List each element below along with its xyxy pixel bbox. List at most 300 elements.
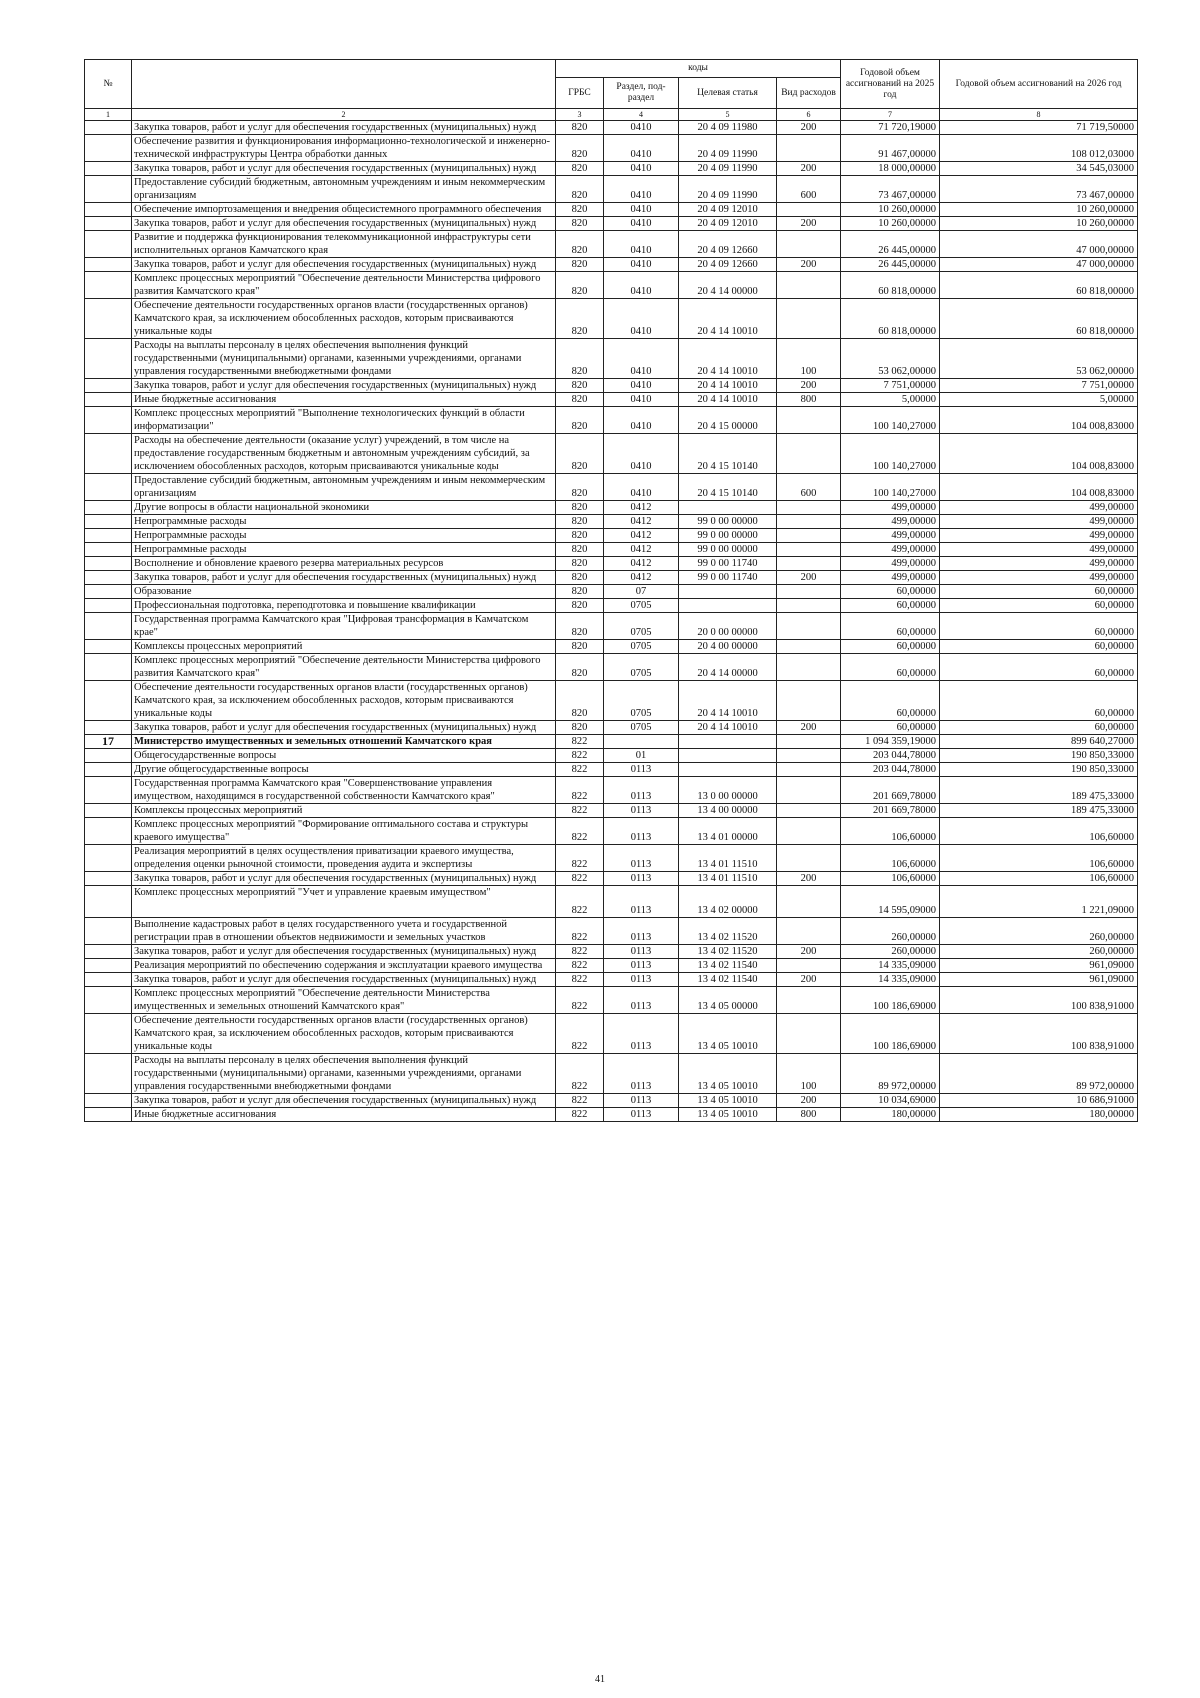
row-amount-2025: 10 034,69000	[841, 1094, 940, 1108]
row-number	[85, 434, 132, 474]
table-row	[85, 379, 1138, 393]
table-row	[85, 217, 1138, 231]
row-section: 0113	[604, 872, 679, 886]
header-amount-2026: Годовой объем ассигнований на 2026 год	[940, 60, 1138, 109]
row-section: 0705	[604, 681, 679, 721]
row-expense-type: 200	[777, 945, 841, 959]
row-expense-type	[777, 987, 841, 1014]
row-name: Предоставление субсидий бюджетным, автономным учреждениям и иным некоммерческим организациям	[132, 474, 556, 501]
row-name: Образование	[132, 585, 556, 599]
row-amount-2026: 106,60000	[940, 845, 1138, 872]
row-section: 0113	[604, 1094, 679, 1108]
row-target: 20 4 09 12660	[679, 231, 777, 258]
row-expense-type	[777, 613, 841, 640]
row-target: 13 4 05 00000	[679, 987, 777, 1014]
row-expense-type: 600	[777, 176, 841, 203]
row-section: 0113	[604, 845, 679, 872]
col-number: 1	[85, 109, 132, 121]
row-expense-type: 200	[777, 1094, 841, 1108]
row-section: 0410	[604, 407, 679, 434]
row-target: 20 4 14 10010	[679, 681, 777, 721]
row-target: 20 4 09 11990	[679, 162, 777, 176]
table-row	[85, 557, 1138, 571]
row-number	[85, 1014, 132, 1054]
row-grbs: 820	[556, 474, 604, 501]
row-amount-2025: 499,00000	[841, 571, 940, 585]
table-row	[85, 613, 1138, 640]
row-name: Реализация мероприятий по обеспечению содержания и эксплуатации краевого имущества	[132, 959, 556, 973]
row-grbs: 822	[556, 804, 604, 818]
row-expense-type	[777, 804, 841, 818]
table-row	[85, 735, 1138, 749]
row-expense-type	[777, 529, 841, 543]
row-expense-type	[777, 557, 841, 571]
table-row	[85, 571, 1138, 585]
row-number	[85, 959, 132, 973]
row-amount-2025: 10 260,00000	[841, 203, 940, 217]
row-amount-2026: 189 475,33000	[940, 804, 1138, 818]
table-row	[85, 515, 1138, 529]
row-target: 13 4 00 00000	[679, 804, 777, 818]
row-expense-type	[777, 1014, 841, 1054]
row-number	[85, 945, 132, 959]
header-grbs: ГРБС	[556, 78, 604, 109]
header-amount-2025: Годовой объем ассигнований на 2025 год	[841, 60, 940, 109]
row-expense-type	[777, 585, 841, 599]
row-expense-type	[777, 777, 841, 804]
table-row	[85, 973, 1138, 987]
row-number	[85, 515, 132, 529]
row-target: 20 4 14 10010	[679, 721, 777, 735]
row-name: Комплекс процессных мероприятий "Обеспечение деятельности Министерства имущественных и земельных отношений Камчатского края"	[132, 987, 556, 1014]
row-name: Закупка товаров, работ и услуг для обеспечения государственных (муниципальных) нужд	[132, 217, 556, 231]
table-row	[85, 1014, 1138, 1054]
row-amount-2025: 100 140,27000	[841, 474, 940, 501]
row-amount-2025: 14 595,09000	[841, 886, 940, 918]
row-grbs: 822	[556, 1054, 604, 1094]
table-row	[85, 640, 1138, 654]
row-expense-type	[777, 231, 841, 258]
row-amount-2026: 60,00000	[940, 721, 1138, 735]
row-expense-type	[777, 735, 841, 749]
table-row	[85, 543, 1138, 557]
row-amount-2026: 899 640,27000	[940, 735, 1138, 749]
row-number	[85, 571, 132, 585]
row-number	[85, 474, 132, 501]
row-section: 0412	[604, 501, 679, 515]
row-grbs: 820	[556, 407, 604, 434]
row-amount-2026: 104 008,83000	[940, 434, 1138, 474]
row-name: Реализация мероприятий в целях осуществления приватизации краевого имущества, определения оценки рыночной стоимости, проведения аудита и экспертизы	[132, 845, 556, 872]
row-amount-2025: 91 467,00000	[841, 135, 940, 162]
row-amount-2026: 499,00000	[940, 543, 1138, 557]
row-grbs: 822	[556, 886, 604, 918]
row-name: Закупка товаров, работ и услуг для обеспечения государственных (муниципальных) нужд	[132, 973, 556, 987]
row-name: Комплекс процессных мероприятий "Формирование оптимального состава и структуры краевого имущества"	[132, 818, 556, 845]
row-amount-2026: 60,00000	[940, 654, 1138, 681]
table-row	[85, 886, 1138, 918]
row-grbs: 820	[556, 339, 604, 379]
table-row	[85, 804, 1138, 818]
row-name: Закупка товаров, работ и услуг для обеспечения государственных (муниципальных) нужд	[132, 379, 556, 393]
row-number	[85, 640, 132, 654]
row-name: Закупка товаров, работ и услуг для обеспечения государственных (муниципальных) нужд	[132, 721, 556, 735]
row-grbs: 820	[556, 121, 604, 135]
row-section: 0410	[604, 258, 679, 272]
row-section: 0113	[604, 918, 679, 945]
row-number	[85, 203, 132, 217]
row-target	[679, 501, 777, 515]
row-expense-type: 200	[777, 379, 841, 393]
row-section: 0113	[604, 804, 679, 818]
row-amount-2025: 60,00000	[841, 613, 940, 640]
row-amount-2025: 5,00000	[841, 393, 940, 407]
row-target: 99 0 00 11740	[679, 557, 777, 571]
row-name: Обеспечение деятельности государственных органов власти (государственных органов) Камчатского края, за исключением обособленных расходов, которым присваиваются уникальные коды	[132, 681, 556, 721]
row-name: Обеспечение развития и функционирования информационно-технологической и инженерно-технической инфраструктуры Центра обработки данных	[132, 135, 556, 162]
table-header	[85, 60, 1138, 121]
row-grbs: 822	[556, 818, 604, 845]
row-number	[85, 162, 132, 176]
row-target: 13 4 01 11510	[679, 872, 777, 886]
table-row	[85, 1108, 1138, 1122]
row-target: 20 4 14 10010	[679, 393, 777, 407]
row-section: 0410	[604, 393, 679, 407]
row-amount-2026: 108 012,03000	[940, 135, 1138, 162]
row-amount-2026: 961,09000	[940, 959, 1138, 973]
row-amount-2025: 60,00000	[841, 654, 940, 681]
row-target: 20 4 00 00000	[679, 640, 777, 654]
row-amount-2026: 499,00000	[940, 529, 1138, 543]
row-amount-2026: 47 000,00000	[940, 231, 1138, 258]
table-row	[85, 987, 1138, 1014]
row-section: 0410	[604, 339, 679, 379]
row-section: 0410	[604, 379, 679, 393]
row-number	[85, 543, 132, 557]
row-number	[85, 804, 132, 818]
col-number: 6	[777, 109, 841, 121]
row-grbs: 820	[556, 529, 604, 543]
row-grbs: 820	[556, 613, 604, 640]
row-target: 13 4 05 10010	[679, 1014, 777, 1054]
row-number	[85, 872, 132, 886]
row-number	[85, 763, 132, 777]
table-row	[85, 599, 1138, 613]
row-amount-2025: 60,00000	[841, 599, 940, 613]
row-name: Закупка товаров, работ и услуг для обеспечения государственных (муниципальных) нужд	[132, 162, 556, 176]
row-expense-type: 600	[777, 474, 841, 501]
row-number	[85, 1054, 132, 1094]
row-grbs: 820	[556, 217, 604, 231]
row-amount-2025: 260,00000	[841, 945, 940, 959]
col-number: 8	[940, 109, 1138, 121]
row-name: Непрограммные расходы	[132, 529, 556, 543]
table-row	[85, 272, 1138, 299]
table-row	[85, 231, 1138, 258]
row-grbs: 820	[556, 162, 604, 176]
row-amount-2026: 60,00000	[940, 640, 1138, 654]
row-target: 20 4 15 10140	[679, 474, 777, 501]
row-section: 0705	[604, 613, 679, 640]
row-section: 0113	[604, 945, 679, 959]
row-grbs: 820	[556, 231, 604, 258]
row-amount-2026: 499,00000	[940, 557, 1138, 571]
row-section: 0410	[604, 121, 679, 135]
row-target: 13 0 00 00000	[679, 777, 777, 804]
row-expense-type: 100	[777, 1054, 841, 1094]
row-amount-2026: 53 062,00000	[940, 339, 1138, 379]
row-number	[85, 613, 132, 640]
row-name: Обеспечение импортозамещения и внедрения общесистемного программного обеспечения	[132, 203, 556, 217]
row-grbs: 822	[556, 845, 604, 872]
row-expense-type	[777, 434, 841, 474]
table-row	[85, 135, 1138, 162]
row-amount-2026: 100 838,91000	[940, 987, 1138, 1014]
row-section: 0113	[604, 818, 679, 845]
row-amount-2025: 14 335,09000	[841, 959, 940, 973]
row-target	[679, 763, 777, 777]
row-expense-type: 200	[777, 162, 841, 176]
row-section: 0412	[604, 529, 679, 543]
row-amount-2026: 89 972,00000	[940, 1054, 1138, 1094]
row-section: 0705	[604, 599, 679, 613]
row-amount-2025: 260,00000	[841, 918, 940, 945]
row-name: Государственная программа Камчатского края "Цифровая трансформация в Камчатском крае"	[132, 613, 556, 640]
row-section: 0412	[604, 515, 679, 529]
row-number	[85, 599, 132, 613]
row-target: 20 4 14 00000	[679, 272, 777, 299]
table-row	[85, 585, 1138, 599]
row-amount-2026: 100 838,91000	[940, 1014, 1138, 1054]
row-section: 0410	[604, 272, 679, 299]
row-target	[679, 735, 777, 749]
row-name: Комплекс процессных мероприятий "Выполнение технологических функций в области информатизации"	[132, 407, 556, 434]
row-expense-type: 800	[777, 393, 841, 407]
row-number	[85, 749, 132, 763]
row-name: Комплексы процессных мероприятий	[132, 640, 556, 654]
row-expense-type	[777, 407, 841, 434]
row-name: Развитие и поддержка функционирования телекоммуникационной инфраструктуры сети исполнительных органов Камчатского края	[132, 231, 556, 258]
row-amount-2026: 10 260,00000	[940, 217, 1138, 231]
row-amount-2026: 499,00000	[940, 515, 1138, 529]
row-name: Другие вопросы в области национальной экономики	[132, 501, 556, 515]
row-expense-type: 200	[777, 973, 841, 987]
row-grbs: 820	[556, 557, 604, 571]
row-number	[85, 299, 132, 339]
row-number	[85, 818, 132, 845]
row-amount-2026: 260,00000	[940, 945, 1138, 959]
table-row	[85, 721, 1138, 735]
table-row	[85, 203, 1138, 217]
row-name: Непрограммные расходы	[132, 543, 556, 557]
row-expense-type	[777, 599, 841, 613]
row-target: 20 4 09 12010	[679, 203, 777, 217]
row-grbs: 820	[556, 543, 604, 557]
table-row	[85, 529, 1138, 543]
row-name: Расходы на выплаты персоналу в целях обеспечения выполнения функций государственными (муниципальными) органами, казенными учреждениями, органами управления государственными внебюджетными фондами	[132, 339, 556, 379]
row-expense-type: 800	[777, 1108, 841, 1122]
row-section	[604, 735, 679, 749]
row-section: 0410	[604, 474, 679, 501]
table-row	[85, 918, 1138, 945]
header-num: №	[85, 60, 132, 109]
row-amount-2026: 180,00000	[940, 1108, 1138, 1122]
row-amount-2026: 961,09000	[940, 973, 1138, 987]
row-target: 13 4 05 10010	[679, 1054, 777, 1094]
table-row	[85, 959, 1138, 973]
row-amount-2026: 71 719,50000	[940, 121, 1138, 135]
row-target: 20 4 14 10010	[679, 339, 777, 379]
row-grbs: 822	[556, 777, 604, 804]
table-row	[85, 121, 1138, 135]
row-grbs: 822	[556, 945, 604, 959]
row-grbs: 822	[556, 918, 604, 945]
row-amount-2026: 60,00000	[940, 599, 1138, 613]
row-expense-type	[777, 845, 841, 872]
row-expense-type	[777, 818, 841, 845]
row-section: 0113	[604, 987, 679, 1014]
table-row	[85, 258, 1138, 272]
row-section: 0412	[604, 557, 679, 571]
row-expense-type	[777, 763, 841, 777]
row-target: 13 4 01 00000	[679, 818, 777, 845]
row-number	[85, 393, 132, 407]
table-row	[85, 945, 1138, 959]
row-name: Общегосударственные вопросы	[132, 749, 556, 763]
row-target: 13 4 02 00000	[679, 886, 777, 918]
row-amount-2026: 73 467,00000	[940, 176, 1138, 203]
row-amount-2026: 60,00000	[940, 613, 1138, 640]
row-grbs: 820	[556, 434, 604, 474]
col-number: 4	[604, 109, 679, 121]
table-row	[85, 872, 1138, 886]
row-amount-2025: 106,60000	[841, 872, 940, 886]
row-amount-2025: 499,00000	[841, 515, 940, 529]
row-section: 0113	[604, 959, 679, 973]
row-target	[679, 585, 777, 599]
row-number	[85, 973, 132, 987]
row-section: 0410	[604, 217, 679, 231]
row-name: Иные бюджетные ассигнования	[132, 393, 556, 407]
col-number: 3	[556, 109, 604, 121]
row-amount-2025: 18 000,00000	[841, 162, 940, 176]
row-grbs: 822	[556, 872, 604, 886]
row-number	[85, 272, 132, 299]
row-target: 99 0 00 00000	[679, 543, 777, 557]
row-number	[85, 987, 132, 1014]
row-section: 0113	[604, 886, 679, 918]
row-grbs: 820	[556, 393, 604, 407]
row-expense-type	[777, 640, 841, 654]
row-target: 13 4 01 11510	[679, 845, 777, 872]
row-section: 0705	[604, 721, 679, 735]
row-amount-2025: 201 669,78000	[841, 804, 940, 818]
header-column-numbers	[85, 109, 1138, 121]
row-amount-2026: 106,60000	[940, 818, 1138, 845]
table-row	[85, 407, 1138, 434]
row-number	[85, 777, 132, 804]
row-number	[85, 339, 132, 379]
row-amount-2025: 499,00000	[841, 557, 940, 571]
table-row	[85, 818, 1138, 845]
row-name: Непрограммные расходы	[132, 515, 556, 529]
row-number	[85, 407, 132, 434]
row-name: Профессиональная подготовка, переподготовка и повышение квалификации	[132, 599, 556, 613]
row-target: 20 4 09 11990	[679, 176, 777, 203]
row-amount-2025: 60,00000	[841, 721, 940, 735]
row-amount-2026: 60 818,00000	[940, 299, 1138, 339]
row-expense-type	[777, 681, 841, 721]
row-grbs: 822	[556, 1094, 604, 1108]
col-number: 7	[841, 109, 940, 121]
row-section: 0410	[604, 203, 679, 217]
row-grbs: 820	[556, 135, 604, 162]
row-name: Комплекс процессных мероприятий "Обеспечение деятельности Министерства цифрового развития Камчатского края"	[132, 272, 556, 299]
row-name: Расходы на обеспечение деятельности (оказание услуг) учреждений, в том числе на предоставление государственным бюджетным и автономным учреждениям субсидий, за исключением обособленных расходов, которым присваиваются уникальные коды	[132, 434, 556, 474]
row-amount-2025: 10 260,00000	[841, 217, 940, 231]
row-amount-2025: 60,00000	[841, 585, 940, 599]
row-number	[85, 1108, 132, 1122]
row-amount-2025: 180,00000	[841, 1108, 940, 1122]
row-grbs: 820	[556, 176, 604, 203]
row-section: 0705	[604, 640, 679, 654]
row-amount-2026: 190 850,33000	[940, 763, 1138, 777]
row-grbs: 820	[556, 379, 604, 393]
table-row	[85, 176, 1138, 203]
row-grbs: 820	[556, 599, 604, 613]
table-row	[85, 749, 1138, 763]
table-row	[85, 162, 1138, 176]
row-number: 17	[85, 735, 132, 749]
row-grbs: 822	[556, 973, 604, 987]
table-row	[85, 474, 1138, 501]
row-amount-2026: 7 751,00000	[940, 379, 1138, 393]
row-amount-2025: 201 669,78000	[841, 777, 940, 804]
row-amount-2026: 499,00000	[940, 501, 1138, 515]
row-section: 0410	[604, 162, 679, 176]
row-grbs: 822	[556, 735, 604, 749]
row-amount-2025: 60,00000	[841, 640, 940, 654]
table-row	[85, 299, 1138, 339]
row-grbs: 820	[556, 585, 604, 599]
row-section: 0410	[604, 176, 679, 203]
row-name: Закупка товаров, работ и услуг для обеспечения государственных (муниципальных) нужд	[132, 872, 556, 886]
row-name: Закупка товаров, работ и услуг для обеспечения государственных (муниципальных) нужд	[132, 945, 556, 959]
row-amount-2025: 499,00000	[841, 529, 940, 543]
row-grbs: 820	[556, 654, 604, 681]
row-expense-type	[777, 918, 841, 945]
row-grbs: 820	[556, 571, 604, 585]
row-number	[85, 135, 132, 162]
row-amount-2025: 100 186,69000	[841, 1014, 940, 1054]
row-name: Комплексы процессных мероприятий	[132, 804, 556, 818]
row-amount-2025: 100 140,27000	[841, 407, 940, 434]
table-row	[85, 339, 1138, 379]
row-amount-2025: 499,00000	[841, 501, 940, 515]
row-amount-2025: 7 751,00000	[841, 379, 940, 393]
row-amount-2025: 100 186,69000	[841, 987, 940, 1014]
row-grbs: 822	[556, 959, 604, 973]
row-amount-2025: 203 044,78000	[841, 763, 940, 777]
row-name: Закупка товаров, работ и услуг для обеспечения государственных (муниципальных) нужд	[132, 571, 556, 585]
row-amount-2025: 89 972,00000	[841, 1054, 940, 1094]
row-target: 20 4 15 00000	[679, 407, 777, 434]
row-number	[85, 886, 132, 918]
row-section: 0113	[604, 973, 679, 987]
row-amount-2025: 14 335,09000	[841, 973, 940, 987]
row-amount-2025: 203 044,78000	[841, 749, 940, 763]
table-row	[85, 654, 1138, 681]
